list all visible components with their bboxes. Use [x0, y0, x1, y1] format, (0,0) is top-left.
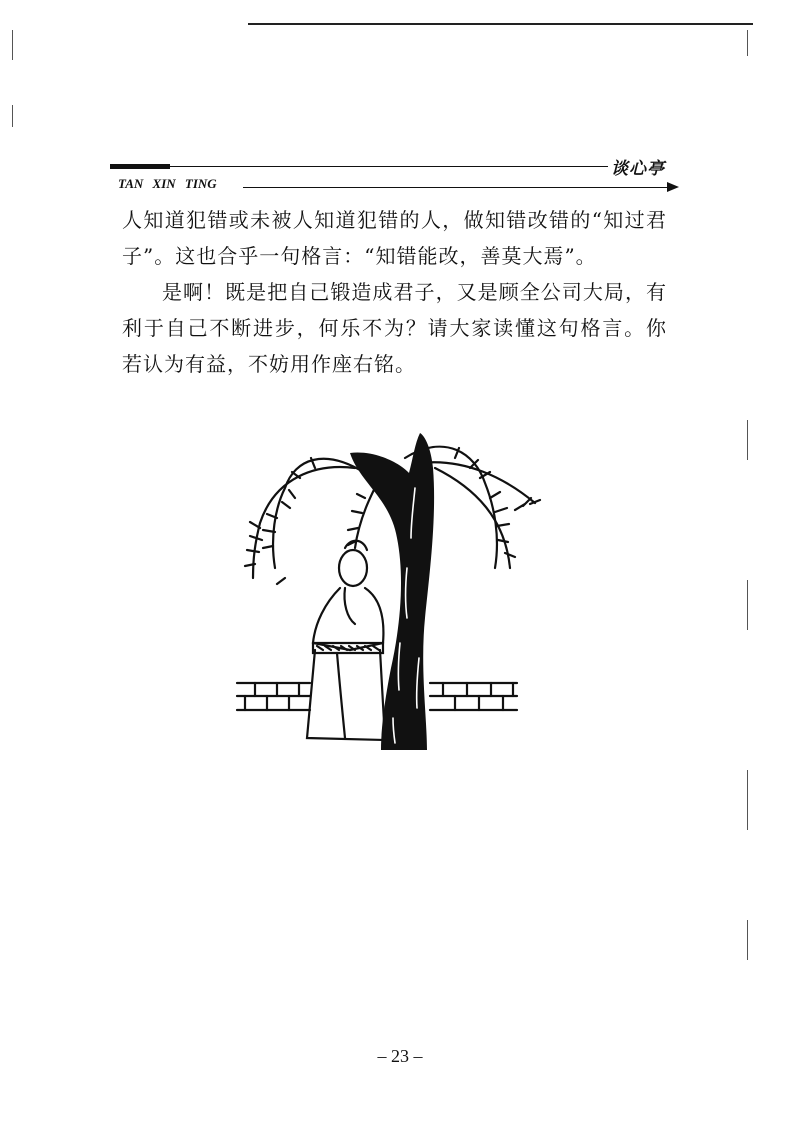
paragraph: 人知道犯错或未被人知道犯错的人，做知错改错的“知过君子”。这也合乎一句格言：“知错能改，善莫大焉”。 — [122, 208, 667, 268]
scan-mark — [12, 30, 13, 60]
paragraph: 是啊！既是把自己锻造成君子，又是顾全公司大局，有利于自己不断进步，何乐不为？请大家读懂这句格言。你若认为有益，不妨用作座右铭。 — [122, 280, 667, 376]
scan-mark — [747, 580, 748, 630]
body-text — [122, 202, 667, 382]
header-rule — [170, 166, 608, 167]
scan-mark — [747, 30, 748, 56]
scan-mark — [747, 420, 748, 460]
willow-tree-woman-illustration — [215, 428, 565, 758]
scan-edge-line — [248, 23, 753, 25]
header-arrow-line — [243, 187, 668, 188]
running-header — [110, 158, 680, 198]
header-pinyin: TAN XIN TING — [118, 176, 217, 191]
scan-mark — [12, 105, 13, 127]
arrow-right-icon — [667, 182, 679, 192]
scan-mark — [747, 920, 748, 960]
scan-mark — [747, 770, 748, 830]
page-number: – 23 – — [377, 1046, 423, 1066]
header-rule — [110, 164, 170, 169]
header-title: 谈心亭 — [611, 159, 665, 179]
